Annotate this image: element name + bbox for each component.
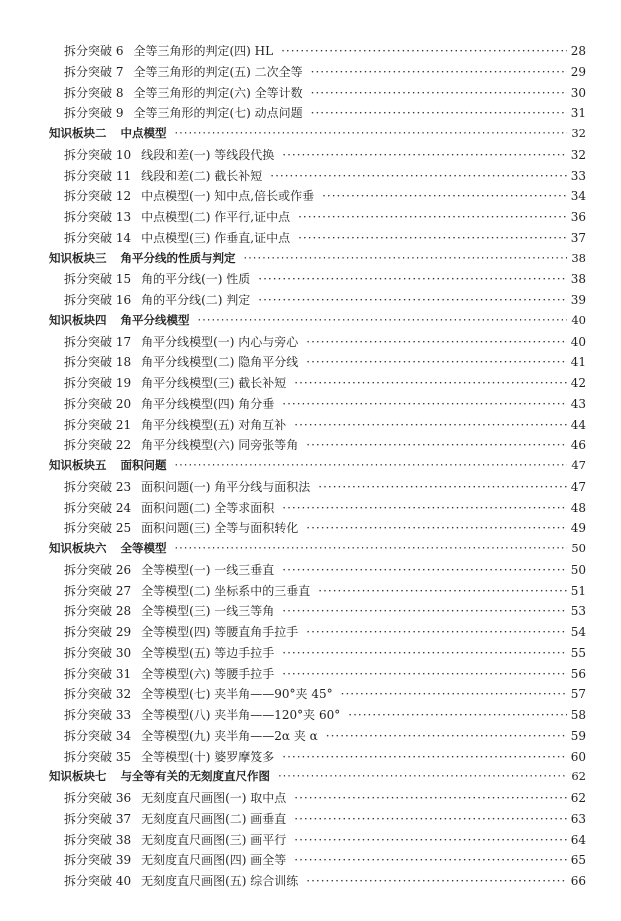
page-number: 42 xyxy=(570,376,586,390)
toc-subsection-entry[interactable] xyxy=(49,748,586,769)
subsection-label: 拆分突破 35 xyxy=(64,749,132,764)
page-number: 59 xyxy=(570,728,586,743)
page-number: 32 xyxy=(570,147,586,162)
toc-section-entry[interactable] xyxy=(49,125,586,146)
toc-subsection-entry[interactable] xyxy=(49,561,586,582)
dot-leader xyxy=(175,458,568,472)
entry-title: 中点模型(二) 作平行,证中点 xyxy=(141,210,291,224)
entry-title: 全等模型(七) 夹半角——90°夹 45° xyxy=(141,687,333,702)
toc-subsection-entry[interactable] xyxy=(49,187,586,208)
toc-subsection-entry[interactable] xyxy=(49,851,586,872)
entry-title: 全等模型 xyxy=(120,541,167,555)
entry-title: 全等模型(三) 一线三等角 xyxy=(141,604,275,619)
section-label: 知识板块五 xyxy=(49,458,107,472)
entry-title: 全等模型(五) 等边手拉手 xyxy=(141,645,275,660)
page-number: 62 xyxy=(571,769,586,784)
subsection-label: 拆分突破 13 xyxy=(64,210,132,224)
entry-title: 无刻度直尺画图(二) 画垂直 xyxy=(141,811,287,826)
dot-leader xyxy=(244,251,568,265)
dot-leader xyxy=(341,687,567,701)
entry-title: 全等模型(十) 婆罗摩笈多 xyxy=(141,749,275,764)
page-number: 50 xyxy=(571,541,586,555)
subsection-label: 拆分突破 36 xyxy=(64,791,132,805)
section-label: 知识板块三 xyxy=(49,250,107,265)
subsection-label: 拆分突破 29 xyxy=(64,625,132,639)
subsection-label: 拆分突破 27 xyxy=(64,583,132,598)
page-number: 46 xyxy=(570,438,586,453)
dot-leader xyxy=(175,541,568,555)
subsection-label: 拆分突破 23 xyxy=(64,479,132,494)
page-number: 40 xyxy=(571,312,586,327)
page-number: 29 xyxy=(570,64,586,79)
dot-leader xyxy=(318,480,566,494)
dot-leader xyxy=(311,65,567,79)
toc-subsection-entry[interactable] xyxy=(49,685,586,706)
toc-subsection-entry[interactable] xyxy=(49,602,586,623)
entry-title: 与全等有关的无刻度直尺作图 xyxy=(120,769,270,784)
dot-leader xyxy=(258,272,566,286)
entry-title: 角平分线模型(三) 截长补短 xyxy=(141,376,287,390)
dot-leader xyxy=(311,106,567,120)
subsection-label: 拆分突破 26 xyxy=(64,562,132,577)
entry-title: 角的平分线(一) 性质 xyxy=(141,272,251,287)
dot-leader xyxy=(348,708,566,722)
page-number: 38 xyxy=(571,250,586,265)
page-number: 51 xyxy=(570,583,586,598)
subsection-label: 拆分突破 19 xyxy=(64,376,132,390)
dot-leader xyxy=(294,833,566,847)
subsection-label: 拆分突破 16 xyxy=(64,293,132,307)
toc-subsection-entry[interactable] xyxy=(49,63,586,84)
toc-subsection-entry[interactable] xyxy=(49,84,586,105)
toc-subsection-entry[interactable] xyxy=(49,395,586,416)
dot-leader xyxy=(306,521,566,535)
page-number: 32 xyxy=(571,126,586,140)
dot-leader xyxy=(282,148,566,162)
entry-title: 面积问题(三) 全等与面积转化 xyxy=(141,521,299,536)
dot-leader xyxy=(282,397,566,411)
page-number: 47 xyxy=(571,458,586,472)
page-number: 44 xyxy=(570,417,586,432)
dot-leader xyxy=(258,293,566,307)
toc-section-entry[interactable] xyxy=(49,768,586,789)
dot-leader xyxy=(175,126,568,140)
entry-title: 中点模型 xyxy=(120,126,167,140)
toc-subsection-entry[interactable] xyxy=(49,146,586,167)
dot-leader xyxy=(282,604,566,618)
subsection-label: 拆分突破 14 xyxy=(64,230,132,245)
dot-leader xyxy=(198,313,568,327)
page-number: 43 xyxy=(570,396,586,411)
page-number: 49 xyxy=(570,521,586,536)
section-label: 知识板块四 xyxy=(49,312,107,327)
page-number: 34 xyxy=(570,189,586,204)
entry-title: 角平分线模型 xyxy=(120,312,190,327)
subsection-label: 拆分突破 21 xyxy=(64,417,132,432)
entry-title: 全等三角形的判定(五) 二次全等 xyxy=(133,64,303,79)
dot-leader xyxy=(306,335,566,349)
entry-title: 角平分线模型(二) 隐角平分线 xyxy=(141,355,299,370)
entry-title: 无刻度直尺画图(四) 画全等 xyxy=(141,853,287,868)
entry-title: 线段和差(一) 等线段代换 xyxy=(141,147,275,162)
entry-title: 全等模型(四) 等腰直角手拉手 xyxy=(141,625,299,639)
toc-subsection-entry[interactable] xyxy=(49,789,586,810)
entry-title: 无刻度直尺画图(五) 综合训练 xyxy=(141,874,299,888)
dot-leader xyxy=(306,625,566,639)
toc-subsection-entry[interactable] xyxy=(49,665,586,686)
entry-title: 全等模型(九) 夹半角——2α 夹 α xyxy=(141,728,318,743)
table-of-contents xyxy=(49,42,586,893)
page-number: 36 xyxy=(570,210,586,224)
dot-leader xyxy=(298,231,567,245)
page-number: 30 xyxy=(570,85,586,100)
dot-leader xyxy=(281,44,567,58)
page-number: 50 xyxy=(570,562,586,577)
subsection-label: 拆分突破 30 xyxy=(64,645,132,660)
dot-leader xyxy=(294,812,566,826)
dot-leader xyxy=(306,438,566,452)
subsection-label: 拆分突破 24 xyxy=(64,500,132,515)
dot-leader xyxy=(294,376,566,390)
toc-section-entry[interactable] xyxy=(49,457,586,478)
section-label: 知识板块七 xyxy=(49,769,107,784)
entry-title: 面积问题(一) 角平分线与面积法 xyxy=(141,479,311,494)
toc-subsection-entry[interactable] xyxy=(49,416,586,437)
page-number: 60 xyxy=(570,749,586,764)
entry-title: 线段和差(二) 截长补短 xyxy=(141,168,263,183)
page-number: 31 xyxy=(570,106,586,121)
entry-title: 全等模型(八) 夹半角——120°夹 60° xyxy=(141,708,341,722)
dot-leader xyxy=(282,501,566,515)
subsection-label: 拆分突破 39 xyxy=(64,853,132,868)
page-number: 64 xyxy=(570,832,586,847)
subsection-label: 拆分突破 33 xyxy=(64,708,132,722)
entry-title: 角的平分线(二) 判定 xyxy=(141,293,251,307)
page-number: 53 xyxy=(570,604,586,619)
dot-leader xyxy=(311,86,567,100)
entry-title: 角平分线模型(四) 角分垂 xyxy=(141,396,275,411)
section-label: 知识板块六 xyxy=(49,541,107,555)
page-number: 41 xyxy=(570,355,586,370)
page-number: 65 xyxy=(570,853,586,868)
dot-leader xyxy=(278,769,567,783)
page-number: 66 xyxy=(570,874,586,888)
dot-leader xyxy=(294,853,566,867)
page-number: 62 xyxy=(570,791,586,805)
page-number: 40 xyxy=(570,334,586,349)
toc-subsection-entry[interactable] xyxy=(49,270,586,291)
subsection-label: 拆分突破 40 xyxy=(64,874,132,888)
entry-title: 面积问题(二) 全等求面积 xyxy=(141,500,275,515)
dot-leader xyxy=(282,750,566,764)
subsection-label: 拆分突破 37 xyxy=(64,811,132,826)
subsection-label: 拆分突破 32 xyxy=(64,687,132,702)
subsection-label: 拆分突破 7 xyxy=(64,64,124,79)
section-label: 知识板块二 xyxy=(49,126,107,140)
toc-subsection-entry[interactable] xyxy=(49,644,586,665)
dot-leader xyxy=(282,667,566,681)
entry-title: 中点模型(一) 知中点,倍长或作垂 xyxy=(141,189,315,204)
dot-leader xyxy=(306,355,566,369)
toc-subsection-entry[interactable] xyxy=(49,104,586,125)
subsection-label: 拆分突破 15 xyxy=(64,272,132,287)
toc-section-entry[interactable] xyxy=(49,250,586,271)
page-number: 54 xyxy=(570,625,586,639)
toc-subsection-entry[interactable] xyxy=(49,706,586,727)
subsection-label: 拆分突破 11 xyxy=(64,168,132,183)
entry-title: 角平分线的性质与判定 xyxy=(120,250,236,265)
dot-leader xyxy=(306,874,566,888)
toc-subsection-entry[interactable] xyxy=(49,872,586,893)
toc-subsection-entry[interactable] xyxy=(49,291,586,312)
dot-leader xyxy=(298,210,567,224)
toc-section-entry[interactable] xyxy=(49,312,586,333)
page-number: 55 xyxy=(570,645,586,660)
dot-leader xyxy=(322,189,567,203)
subsection-label: 拆分突破 17 xyxy=(64,334,132,349)
entry-title: 无刻度直尺画图(三) 画平行 xyxy=(141,832,287,847)
subsection-label: 拆分突破 8 xyxy=(64,85,124,100)
toc-subsection-entry[interactable] xyxy=(49,727,586,748)
subsection-label: 拆分突破 31 xyxy=(64,666,132,681)
subsection-label: 拆分突破 22 xyxy=(64,438,132,453)
page-number: 56 xyxy=(570,666,586,681)
page-number: 48 xyxy=(570,500,586,515)
toc-subsection-entry[interactable] xyxy=(49,519,586,540)
entry-title: 角平分线模型(五) 对角互补 xyxy=(141,417,287,432)
entry-title: 中点模型(三) 作垂直,证中点 xyxy=(141,230,291,245)
toc-subsection-entry[interactable] xyxy=(49,229,586,250)
page-number: 57 xyxy=(570,687,586,702)
toc-subsection-entry[interactable] xyxy=(49,436,586,457)
entry-title: 面积问题 xyxy=(120,458,167,472)
toc-subsection-entry[interactable] xyxy=(49,42,586,63)
subsection-label: 拆分突破 9 xyxy=(64,106,124,121)
toc-section-entry[interactable] xyxy=(49,540,586,561)
entry-title: 全等三角形的判定(四) HL xyxy=(133,44,274,58)
dot-leader xyxy=(282,563,566,577)
toc-subsection-entry[interactable] xyxy=(49,499,586,520)
page-number: 28 xyxy=(570,44,586,58)
toc-subsection-entry[interactable] xyxy=(49,167,586,188)
entry-title: 无刻度直尺画图(一) 取中点 xyxy=(141,791,287,805)
subsection-label: 拆分突破 10 xyxy=(64,147,132,162)
subsection-label: 拆分突破 18 xyxy=(64,355,132,370)
page-number: 39 xyxy=(570,293,586,307)
entry-title: 全等模型(六) 等腰手拉手 xyxy=(141,666,275,681)
page-number: 37 xyxy=(570,230,586,245)
subsection-label: 拆分突破 20 xyxy=(64,396,132,411)
page-number: 38 xyxy=(570,272,586,287)
toc-subsection-entry[interactable] xyxy=(49,353,586,374)
dot-leader xyxy=(294,418,566,432)
toc-subsection-entry[interactable] xyxy=(49,810,586,831)
toc-subsection-entry[interactable] xyxy=(49,831,586,852)
entry-title: 全等三角形的判定(六) 全等计数 xyxy=(133,85,303,100)
toc-subsection-entry[interactable] xyxy=(49,374,586,395)
page-number: 33 xyxy=(570,168,586,183)
toc-subsection-entry[interactable] xyxy=(49,582,586,603)
entry-title: 全等模型(二) 坐标系中的三垂直 xyxy=(141,583,311,598)
dot-leader xyxy=(282,646,566,660)
dot-leader xyxy=(270,169,566,183)
dot-leader xyxy=(294,791,566,805)
page-number: 58 xyxy=(570,708,586,722)
subsection-label: 拆分突破 34 xyxy=(64,728,132,743)
page-number: 63 xyxy=(570,811,586,826)
subsection-label: 拆分突破 38 xyxy=(64,832,132,847)
toc-subsection-entry[interactable] xyxy=(49,333,586,354)
dot-leader xyxy=(326,729,567,743)
entry-title: 全等模型(一) 一线三垂直 xyxy=(141,562,275,577)
toc-subsection-entry[interactable] xyxy=(49,623,586,644)
subsection-label: 拆分突破 6 xyxy=(64,44,124,58)
subsection-label: 拆分突破 12 xyxy=(64,189,132,204)
entry-title: 全等三角形的判定(七) 动点问题 xyxy=(133,106,303,121)
entry-title: 角平分线模型(六) 同旁张等角 xyxy=(141,438,299,453)
toc-subsection-entry[interactable] xyxy=(49,478,586,499)
subsection-label: 拆分突破 28 xyxy=(64,604,132,619)
toc-subsection-entry[interactable] xyxy=(49,208,586,229)
page-number: 47 xyxy=(570,479,586,494)
entry-title: 角平分线模型(一) 内心与旁心 xyxy=(141,334,299,349)
dot-leader xyxy=(318,584,566,598)
subsection-label: 拆分突破 25 xyxy=(64,521,132,536)
